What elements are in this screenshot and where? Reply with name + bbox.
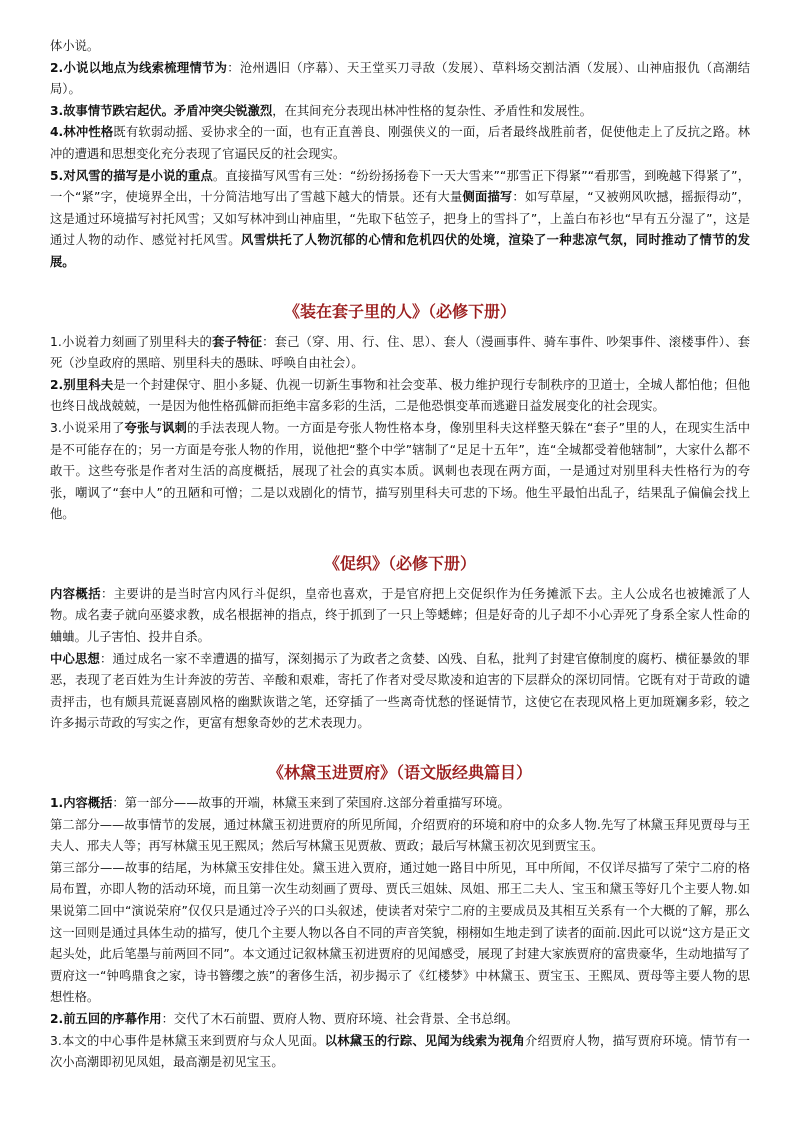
body-text: 1.小说着力刻画了别里科夫的: [50, 334, 213, 349]
body-text: 第三部分——故事的结尾，为林黛玉安排住处。黛玉进入贾府，通过她一路目中所见，耳中所闻，不仅详尽描写了荣宁二府的格局布置，亦即人物的活动环境，而且第一次生动刻画了贾母、贾氏三姐妹、凤姐、邢王二夫人、宝玉和黛玉等好几个主要人物.如果说第二回中“演说荣府”仅仅只是通过冷子兴的口头叙述，使读者对荣宁二府的主要成员及其相互关系有一个大概的了解，那么这一回则是通过具体生动的描写，使几个主要人物以各自不同的声音笑貌，栩栩如生地走到了读者的面前.因此可以说“这方是正文起头处，此后笔墨与前两回不同”。本文通过记叙林黛玉初进贾府的见闻感受，展现了封建大家族贾府的富贵豪华，生动地描写了贾府这一“钟鸣鼎食之家，诗书簪缨之族”的奢侈生活，初步揭示了《红楼梦》中林黛玉、贾宝玉、王熙凤、贾母等主要人物的思想性格。: [50, 860, 750, 1005]
body-text: 3.小说采用了: [50, 420, 125, 435]
section-lin-daiyu: [50, 753, 750, 1074]
body-text: 。直接描写风雪有三处：“纷纷扬扬卷下一天大雪来”“那雪正下得紧”“看那雪，到晚越下得紧了”，一个“紧”字，使境界全出，十分简洁地写出了雪越下越大的情景。还有大量: [50, 168, 750, 205]
body-text: 介绍贾府人物，描写贾府环境。情节有一次小高潮即初见凤姐，最高潮是初见宝玉。: [50, 1033, 750, 1070]
body-text: 的手法表现人物。一方面是夸张人物性格本身，像别里科夫这样整天躲在“套子”里的人，在现实生活中是不可能存在的；另一方面是夸张人物的作用，说他把“整个中学”辖制了“足足十五年”，连“全城都受着他辖制”，大家什么都不敢干。这些夸张是作者对生活的高度概括，展现了社会的真实本质。讽刺也表现在两方面，一是通过对别里科夫性格行为的夸张，嘲讽了“套中人”的丑陋和可憎；二是以戏剧化的情节，描写别里科夫可悲的下场。他生平最怕出乱子，结果乱子偏偏会找上他。: [50, 420, 750, 522]
bold-phrase: 4.林冲性格: [50, 125, 114, 140]
body-text: 第二部分——故事情节的发展，通过林黛玉初进贾府的所见所闻，介绍贾府的环境和府中的众多人物.先写了林黛玉拜见贾母与王夫人、邢夫人等；再写林黛玉见王熙凤；然后写林黛玉见贾赦、贾政；最后写林黛玉初次见到贾宝玉。: [50, 817, 750, 854]
paragraph-satire: [50, 418, 750, 526]
body-text: 既有软弱动摇、妥协求全的一面，也有正直善良、刚强侠义的一面，后者最终战胜前者，促使他走上了反抗之路。林冲的遭遇和思想变化充分表现了官逼民反的社会现实。: [50, 125, 750, 161]
section-linchong: [50, 36, 750, 274]
paragraph-belikov: [50, 375, 750, 418]
bold-phrase: 2.前五回的序幕作用: [50, 1011, 162, 1026]
bold-phrase: 侧面描写: [462, 190, 513, 205]
paragraph-part-three: [50, 858, 750, 1009]
body-text: ：通过成名一家不幸遭遇的描写，深刻揭示了为政者之贪婪、凶残、自私，批判了封建官僚制度的腐朽、横征暴敛的罪恶，表现了老百姓为生计奔波的劳苦、辛酸和艰难，寄托了作者对受尽欺凌和迫害的下层群众的深切同情。它既有对于苛政的谴责抨击，也有颇具荒诞喜剧风格的幽默诙谐之笔，还穿插了一些离奇忧愁的怪诞情节，这使它在表现风格上更加斑斓多彩，较之许多揭示苛政的写实之作，更富有想象奇妙的艺术表现力。: [50, 651, 750, 731]
paragraph-intro-fragment: 体小说。: [50, 39, 100, 53]
body-text: 是一个封建保守、胆小多疑、仇视一切新生事物和社会变革、极力维护现行专制秩序的卫道士，全城人都怕他；但他也终日战战兢兢，一是因为他性格孤僻而拒绝丰富多彩的生活，二是他恐惧变革而逃避日益发展变化的社会现实。: [50, 377, 750, 414]
bold-phrase: 1.内容概括: [50, 796, 113, 811]
body-text: ：沧州遇旧（序幕）、天王堂买刀寻敌（发展）、草料场交割沽酒（发展）、山神庙报仇（高潮结局）。: [50, 60, 750, 97]
bold-phrase: 内容概括: [50, 586, 101, 601]
paragraph-prologue: [50, 1009, 750, 1031]
paragraph-case-features: [50, 332, 750, 375]
section-cuzhi: [50, 544, 750, 735]
bold-phrase: 2.别里科夫: [50, 377, 114, 392]
section-title: 《装在套子里的人》（必修下册）: [283, 301, 516, 321]
bold-phrase: 2.小说以地点为线索梳理情节为: [50, 60, 228, 75]
paragraph-summary: [50, 584, 750, 649]
paragraph-character: [50, 122, 750, 165]
paragraph-plot-twists: [50, 101, 750, 123]
bold-phrase: 3.故事情节跌宕起伏。矛盾冲突尖锐激烈: [50, 103, 273, 118]
body-text: ：交代了木石前盟、贾府人物、贾府环境、社会背景、全书总纲。: [161, 1011, 519, 1026]
body-text: ：如写草屋，“又被朔风吹撼，摇振得动”，这是通过环境描写衬托风雪；又如写林冲到山神庙里，“先取下毡笠子，把身上的雪抖了”，上盖白布衫也“早有五分湿了”，这是通过人物的动作、感觉衬托风雪。: [50, 190, 750, 248]
bold-phrase: 风雪烘托了人物沉郁的心情和危机四伏的处境，渲染了一种悲凉气氛，同时推动了情节的发展。: [50, 233, 750, 269]
paragraph-theme: [50, 649, 750, 735]
bold-phrase: 套子特征: [212, 334, 263, 349]
bold-phrase: 中心思想: [50, 651, 101, 666]
body-text: 3.本文的中心事件是林黛玉来到贾府与众人见面。: [50, 1033, 325, 1048]
paragraph-plot-clues: [50, 58, 750, 101]
section-man-in-case: [50, 292, 750, 526]
body-text: ：第一部分——故事的开端，林黛玉来到了荣国府.这部分着重描写环境。: [112, 796, 510, 811]
bold-phrase: 以林黛玉的行踪、见闻为线索为视角: [324, 1033, 525, 1048]
section-title: 《林黛玉进贾府》（语文版经典篇目）: [267, 763, 532, 783]
body-text: ，在其间充分表现出林冲性格的复杂性、矛盾性和发展性。: [272, 103, 593, 118]
section-title: 《促织》（必修下册）: [323, 553, 476, 573]
paragraph-summary: [50, 793, 750, 815]
body-text: ：主要讲的是当时宫内风行斗促织，皇帝也喜欢，于是官府把上交促织作为任务摊派下去。主人公成名也被摊派了人物。成名妻子就向巫婆求教，成名根据神的指点，终于抓到了一只上等蟋蟀；但是好奇的儿子却不小心弄死了身系全家人性命的蛐蛐。儿子害怕、投井自杀。: [50, 586, 750, 645]
bold-phrase: 夸张与讽刺: [124, 420, 187, 435]
paragraph-part-two: [50, 815, 750, 858]
paragraph-wind-snow: [50, 166, 750, 274]
body-text: ：套己（穿、用、行、住、思）、套人（漫画事件、骑车事件、吵架事件、滚楼事件）、套死（沙皇政府的黑暗、别里科夫的愚昧、呼唤自由社会）。: [50, 334, 751, 371]
bold-phrase: 5.对风雪的描写是小说的重点: [50, 168, 213, 183]
paragraph-central-event: [50, 1031, 750, 1074]
